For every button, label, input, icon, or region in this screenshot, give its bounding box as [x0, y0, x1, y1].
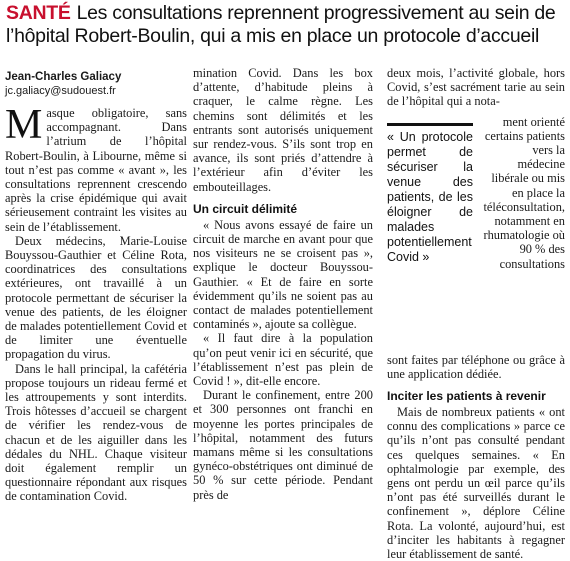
drop-cap: M — [5, 102, 43, 148]
pullquote-side-text: ment orienté certains patients vers la médecine libérale ou mis en place la téléconsultation, notamment en rhumatologie où 90 % des consultations — [483, 114, 565, 271]
section-kicker: SANTÉ — [6, 2, 71, 24]
pullquote: « Un protocole permet de sécuriser la venue des patients, de les éloigner de malades potentiellement Covid » — [387, 123, 473, 265]
paragraph-activity: deux mois, l’activité globale, hors Covid, s’est sacrément tarie au sein de l’hôpital qui a nota- — [387, 66, 565, 109]
subhead-inciter: Inciter les patients à revenir — [387, 389, 546, 404]
paragraph-telephone: sont faites par téléphone ou grâce à une application dédiée. — [387, 352, 565, 381]
pullquote-area — [387, 115, 565, 347]
paragraph-safety: « Il faut dire à la population qu’on peut venir ici en sécurité, que l’établissement n’est pas plein de Covid ! », dit-elle encore. — [193, 331, 373, 389]
paragraph-waiting: mination Covid. Dans les box d’attente, d’habitude pleins à craquer, le calme règne. Les chemins sont délimités et les entrants sont autorisés uniquement sur rendez-vous. S’ils sont trop en avance, ils sont priés d’attendre à l’extérieur afin d’éviter les embouteillages. — [193, 66, 373, 194]
paragraph-complications: Mais de nombreux patients « ont connu des complications » parce ce qu’ils n’ont pas consulté pendant ces quelques semaines. « En ophtalmologie par exemple, des gens ont perdu un œil parce qu’ils n’ont pas été surveillés durant le confinement », déplore Céline Rota. La volonté, aujourd’hui, est d’inciter les habitants à regagner leur établissement de santé. — [387, 405, 565, 561]
lead-paragraph-text: asque obligatoire, sans accompagnant. Dans l’atrium de l’hôpital Robert-Boulin, à Libourne, même si tout n’est pas comme « avant », les consultations reprennent crescendo après la crise épidémique qui avait sérieusement contraint les visites au sein de l’établissement. — [5, 106, 187, 234]
paragraph-circuit: « Nous avons essayé de faire un circuit de marche en avant pour que nos visiteurs ne se croisent pas », explique le docteur Bouyssou-Gauthier. « Et de faire en sorte évidemment qu’ils ne soient pas au contact de malades potentiellement contaminés », ajoute sa collègue. — [193, 217, 373, 332]
lead-paragraph — [5, 102, 187, 234]
paragraph-confinement: Durant le confinement, entre 200 et 300 personnes ont franchi en moyenne les portes principales de l’hôpital, notamment des futurs mamans même si les consultations gynéco-obstétriques ont diminué de 50 % sur cette période. Pendant près de — [193, 388, 373, 502]
headline — [6, 2, 566, 48]
paragraph-hall: Dans le hall principal, la cafétéria propose toujours un rideau fermé et les attroupements y sont interdits. Trois hôtesses d’accueil se chargent de vérifier les rendez-vous de chacun et de les aiguiller dans les dédales du NHL. Chaque visiteur doit également remplir un questionnaire répondant aux risques de contamination Covid. — [5, 361, 187, 504]
article-column-2 — [193, 66, 373, 534]
article-column-1 — [5, 66, 187, 534]
subhead-circuit: Un circuit délimité — [193, 201, 298, 216]
author-email[interactable]: jc.galiacy@sudouest.fr — [5, 85, 116, 97]
author-name: Jean-Charles Galiacy — [5, 71, 122, 83]
paragraph-doctors: Deux médecins, Marie-Louise Bouyssou-Gauthier et Céline Rota, coordinatrices des consultations extérieures, ont travaillé à un protocole permettant de sécuriser la venue des patients, de les éloigner de malades potentiellement Covid et de limiter une éventuelle propagation du virus. — [5, 233, 187, 362]
headline-title: Les consultations reprennent progressivement au sein de l’hôpital Robert-Boulin, qui a mis en place un protocole d’accueil — [6, 2, 556, 47]
article-column-3 — [387, 66, 565, 561]
